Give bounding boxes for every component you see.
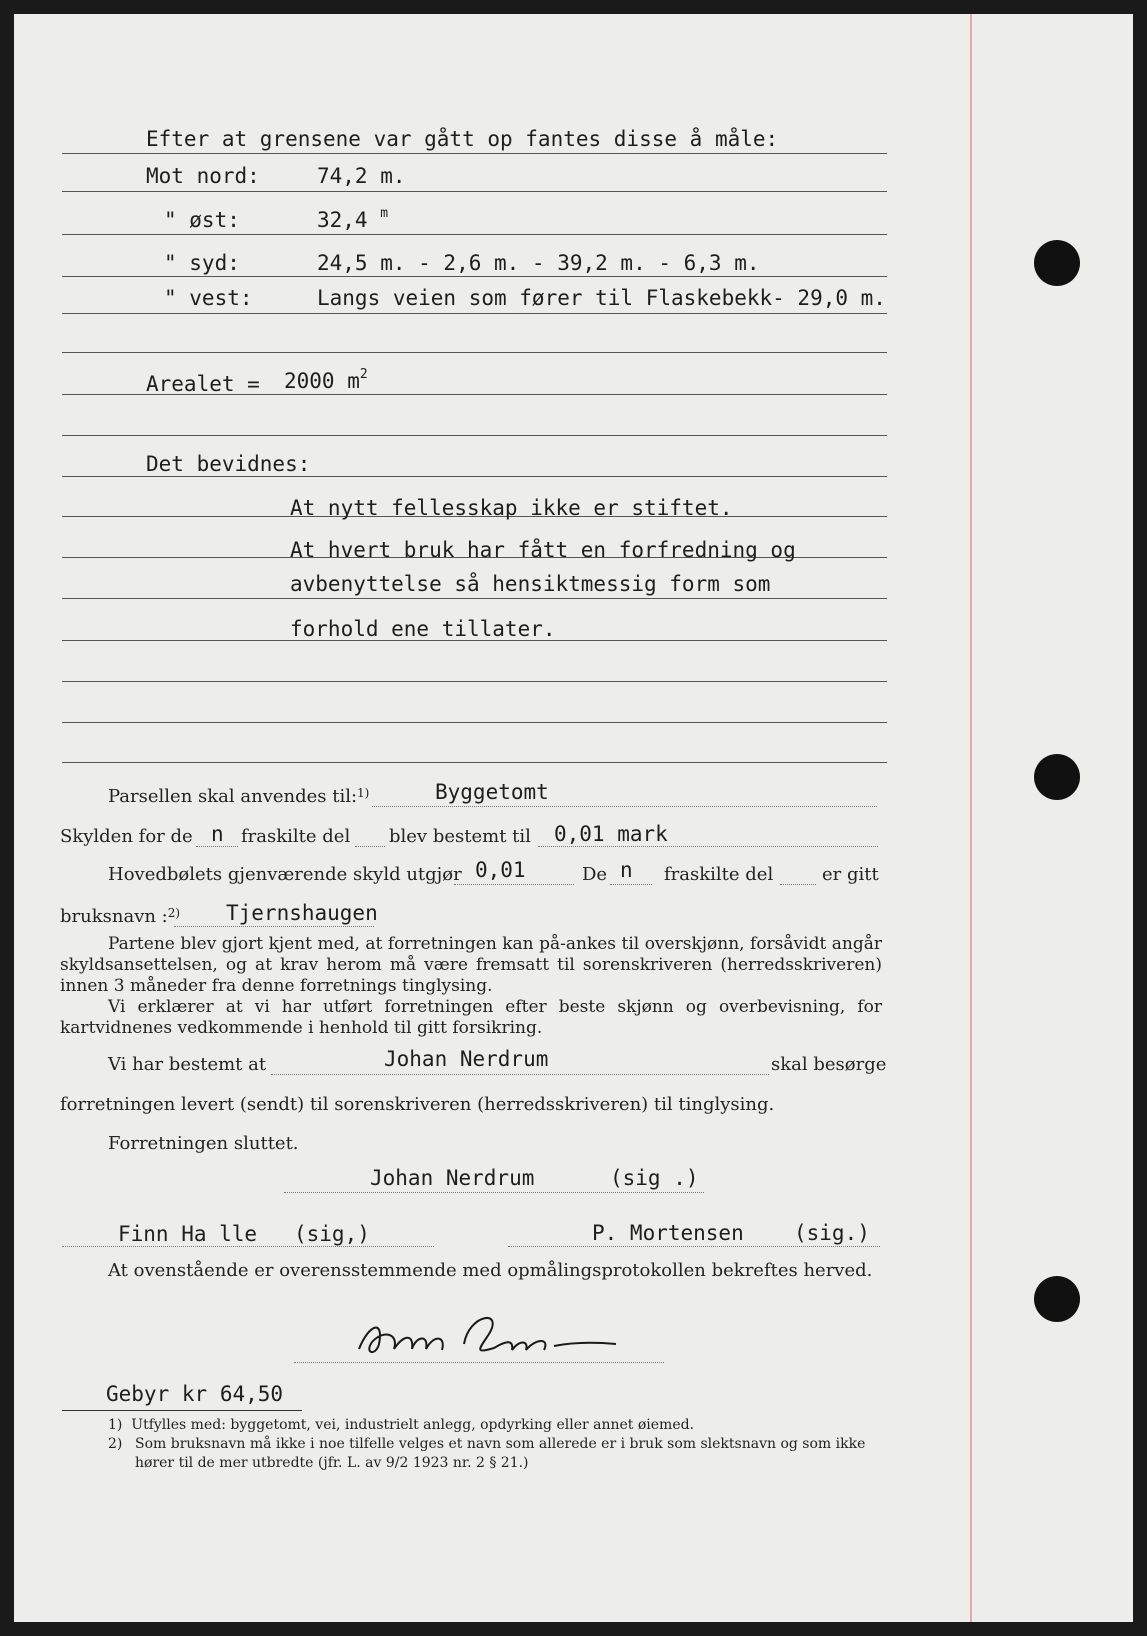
ruled-line [62,681,887,682]
ruled-line [62,276,887,277]
bruk-value: Tjernshaugen [226,901,378,925]
measure-label-ost: " øst: [164,208,240,232]
area-exponent: 2 [359,367,368,382]
fill-line [610,884,652,885]
document-page [14,14,1133,1622]
hoved-label-c: fraskilte del [664,864,774,885]
ruled-line [62,191,887,192]
ruled-line [62,352,887,353]
skyld-label-c: blev bestemt til [389,826,531,847]
measure-label-vest: " vest: [164,286,253,310]
fee-underline [62,1410,302,1411]
signature-line [508,1246,880,1247]
hoved-label: Hovedbølets gjenværende skyld utgjør [108,864,462,885]
bestemt-label: Vi har bestemt at [108,1054,267,1075]
signer-mark: (sig .) [610,1166,699,1190]
signature-line [284,1192,704,1193]
fill-line [372,806,877,807]
bruk-label: bruksnavn :$^{2)}$ [60,906,181,927]
ruled-line [62,722,887,723]
signer-mark: (sig,) [294,1222,370,1246]
skyld-fill: n [211,822,224,846]
fill-line [780,884,816,885]
skyld-value: 0,01 mark [554,822,668,846]
ruled-line [62,762,887,763]
hoved-label-d: er gitt [822,864,879,885]
unit-superscript: m [380,206,389,221]
besorge-label: skal besørge [771,1054,887,1075]
fill-line [454,884,574,885]
measurements-heading: Efter at grensene var gått op fantes disse å måle: [146,127,779,151]
measure-value-vest: Langs veien som fører til Flaskebekk- 29,0 m. [317,286,886,310]
fill-line [196,846,238,847]
appeal-paragraph: Partene blev gjort kjent med, at forretningen kan på-ankes til overskjønn, forsåvidt angår skyldsansettelsen, og at krav herom må være fremsatt til sorenskriveren (herredsskriveren) innen 3 måneder fra denne forretnings tinglysing. [60,934,882,996]
measure-value-ost: 32,4 $^m$ [317,206,389,232]
punch-hole [1034,754,1080,800]
fill-line [538,846,878,847]
signer-mark: (sig.) [794,1221,870,1245]
attest-line: avbenyttelse så hensiktmessig form som [290,572,771,596]
ruled-line [62,598,887,599]
certify-text: At ovenstående er overensstemmende med opmålingsprotokollen bekreftes herved. [108,1260,873,1281]
sluttet-text: Forretningen sluttet. [108,1133,299,1154]
ruled-line [62,435,887,436]
ruled-line [62,234,887,235]
declaration-paragraph: Vi erklærer at vi har utført forretningen efter beste skjønn og overbevisning, for kartvidnenes vedkommende i henhold til gitt forsikring. [60,997,882,1038]
measure-label-syd: " syd: [164,251,240,275]
signature-line [294,1362,664,1363]
punch-hole [1034,240,1080,286]
attest-line: At nytt fellesskap ikke er stiftet. [290,496,733,520]
measure-value-nord: 74,2 m. [317,164,406,188]
signer-name: Johan Nerdrum [370,1166,535,1190]
fill-line [174,926,374,927]
signer-name: P. Mortensen [592,1221,744,1245]
use-value: Byggetomt [435,780,549,804]
levert-text: forretningen levert (sendt) til sorenskriveren (herredsskriveren) til tinglysing. [60,1094,775,1115]
footnote-2-mark: 2) [108,1436,123,1452]
hoved-fill: n [620,858,633,882]
ruled-line [62,313,887,314]
handwritten-signature [354,1304,624,1364]
fee-line: Gebyr kr 64,50 [106,1382,284,1406]
signature-line [62,1246,434,1247]
margin-line [970,14,972,1622]
attest-line: At hvert bruk har fått en forfredning og [290,538,796,562]
area-value: 2000 $m^2$ [284,367,368,393]
attest-heading: Det bevidnes: [146,452,311,476]
attest-line: forhold ene tillater. [290,617,556,641]
punch-hole [1034,1276,1080,1322]
hoved-label-b: De [582,864,608,885]
ruled-line [62,476,887,477]
signer-name: Finn Ha lle [118,1222,258,1246]
area-label: Arealet = [146,372,260,396]
fill-line [271,1074,769,1075]
skyld-label: Skylden for de [60,826,193,847]
use-label: Parsellen skal anvendes til:$^{1)}$ [108,786,370,807]
bestemt-value: Johan Nerdrum [384,1047,549,1071]
hoved-value: 0,01 [475,858,526,882]
footnote-2: Som bruksnavn må ikke i noe tilfelle velges et navn som allerede er i bruk som slektsnavn og som ikke hører til de mer utbredte (jfr. L. av 9/2 1923 nr. 2 § 21.) [135,1436,866,1471]
skyld-label-b: fraskilte del [241,826,351,847]
measure-label-nord: Mot nord: [146,164,260,188]
footnote-1: 1) Utfylles med: byggetomt, vei, industrielt anlegg, opdyrking eller annet øiemed. [108,1417,695,1433]
fill-line [355,846,385,847]
ruled-line [62,153,887,154]
measure-value-syd: 24,5 m. - 2,6 m. - 39,2 m. - 6,3 m. [317,251,760,275]
